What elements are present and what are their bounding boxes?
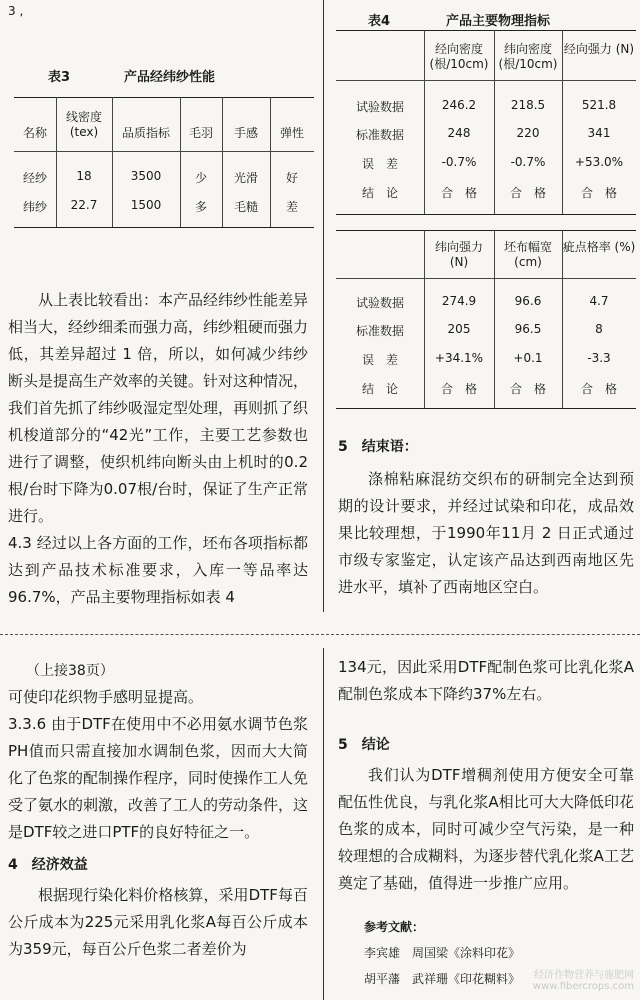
- table4-cell: +0.1: [513, 351, 543, 365]
- table3-cell: 纬纱: [22, 200, 47, 214]
- watermark: [500, 966, 634, 992]
- page-mark: 3 ,: [8, 4, 24, 18]
- table3-cell: 光滑: [233, 171, 258, 185]
- table4-header: 纬向密度 (根/10cm): [498, 42, 558, 71]
- table4-cell: 合 格: [509, 382, 546, 396]
- table4-header: 经向强力 (N): [563, 42, 635, 56]
- table3-cell: 1500: [130, 198, 162, 212]
- table3-cell: 3500: [130, 169, 162, 183]
- table3-header-hairiness: 毛羽: [188, 126, 213, 140]
- table4-row-label: 结 论: [361, 382, 398, 396]
- section4-heading: 4 经济效益: [8, 857, 88, 873]
- table3-cell: 毛糙: [233, 200, 258, 214]
- table3-cell: 多: [194, 200, 207, 214]
- table4-number: 表4: [368, 14, 391, 29]
- section4-body: 根据现行染化料价格核算，采用DTF每百公斤成本为225元采用乳化浆A每百公斤成本为359元，每百公斤色浆二者差价为: [8, 886, 308, 958]
- page-section-divider: [0, 634, 640, 635]
- table4-cell: -0.7%: [510, 155, 546, 169]
- table3-header-quality: 品质指标: [121, 126, 170, 140]
- table3-header-elasticity: 弹性: [279, 126, 304, 140]
- table4-cell: 4.7: [589, 294, 609, 308]
- table4-cell: 8: [595, 322, 603, 336]
- references-heading: 参考文献：: [364, 920, 425, 934]
- reference-item: 胡平藩 武祥珊《印花糊料》: [364, 972, 521, 986]
- table3-header-handfeel: 手感: [233, 126, 258, 140]
- table4-row-label: 误 差: [361, 157, 398, 171]
- table4-cell: 246.2: [441, 98, 477, 112]
- table4-cell: +34.1%: [434, 351, 484, 365]
- table4-row-label: 误 差: [361, 353, 398, 367]
- section5-heading: 5 结束语：: [338, 439, 418, 455]
- table4-cell: -3.3: [587, 351, 611, 365]
- table4-cell: 96.6: [514, 294, 542, 308]
- section5-body: 涤棉粘麻混纺交织布的研制完全达到预期的设计要求，并经过试染和印花，成品效果比较理想，于1990年11月 2 日正式通过市级专家鉴定，认定该产品达到西南地区先进水平，填补了西南地区空白。: [338, 470, 634, 596]
- table3-number: 表3: [48, 70, 71, 85]
- table3-cell: 18: [76, 169, 92, 183]
- table4-cell: 274.9: [441, 294, 477, 308]
- table3-cell: 好: [285, 171, 298, 185]
- table4-cell: 220: [516, 126, 540, 140]
- table4-row-label: 标准数据: [355, 128, 404, 142]
- table4-header: 经向密度 (根/10cm): [429, 42, 489, 71]
- table4-cell: 218.5: [510, 98, 546, 112]
- table4-cell: 合 格: [440, 382, 477, 396]
- table4-cell: 96.5: [514, 322, 542, 336]
- table4-cell: 521.8: [581, 98, 617, 112]
- watermark-line2: www.fibercrops.com: [532, 981, 634, 992]
- table3-cell: 少: [194, 171, 207, 185]
- table4-cell: 248: [447, 126, 471, 140]
- continued-from: （上接38页）: [26, 663, 114, 679]
- watermark-line1: 经济作物营养与施肥网: [534, 970, 634, 981]
- upper-left-paragraph: 从上表比较看出：本产品经纬纱性能差异相当大，经纱细柔而强力高，纬纱粗硬而强力低，其差异超过 1 倍，所以，如何减少纬纱断头是提高生产效率的关键。针对这种情况，我们首先抓了纬纱吸湿定型处理，再则抓了织机梭道部分的“42光”工作，主要工艺参数也进行了调整，使织机纬向断头由上机时的0.2根/台时下降为0.07根/台时，保证了生产正常进行。: [8, 291, 309, 525]
- table4-cell: 341: [587, 126, 611, 140]
- table4-cell: +53.0%: [574, 155, 624, 169]
- upper-left-paragraph-4-3: 4.3 经过以上各方面的工作，坯布各项指标都达到产品技术标准要求，入库一等品率达96.7%，产品主要物理指标如表 4: [8, 534, 308, 606]
- table4-title: 产品主要物理指标: [446, 14, 551, 29]
- table4-header: 疵点格率 (%): [562, 240, 636, 254]
- table3-cell: 22.7: [70, 198, 98, 212]
- table3-header-density: 线密度 (tex): [65, 110, 102, 139]
- paragraph-3-3-6: 3.3.6 由于DTF在使用中不必用氨水调节色浆PH值而只需直接加水调制色浆，因而大大简化了色浆的配制操作程序，同时使操作工人免受了氨水的刺激，改善了工人的劳动条件，这是DTF较之进口PTF的良好特征之一。: [8, 715, 309, 841]
- table4-header: 纬向强力 (N): [434, 240, 483, 269]
- lower-right-continued-paragraph: 134元，因此采用DTF配制色浆可比乳化浆A配制色浆成本下降约37%左右。: [338, 658, 634, 703]
- table4-row-label: 试验数据: [355, 100, 404, 114]
- table4-header: 坯布幅宽 (cm): [503, 240, 552, 269]
- reference-item: 李宾雄 周国梁《涂料印花》: [364, 946, 521, 960]
- table3-cell: 经纱: [22, 171, 47, 185]
- table4-row-label: 试验数据: [355, 296, 404, 310]
- table4-cell: 合 格: [580, 382, 617, 396]
- table4-row-label: 标准数据: [355, 324, 404, 338]
- table4-cell: 205: [447, 322, 471, 336]
- table4-row-label: 结 论: [361, 186, 398, 200]
- table4-cell: -0.7%: [441, 155, 477, 169]
- conclusion-body: 我们认为DTF增稠剂使用方便安全可靠配伍性优良，与乳化浆A相比可大大降低印花色浆的成本，同时可减少空气污染，是一种较理想的合成糊料，为逐步替代乳化浆A工艺奠定了基础，值得进一步推广应用。: [338, 766, 634, 892]
- table4-cell: 合 格: [580, 186, 617, 200]
- table3-cell: 差: [285, 200, 298, 214]
- table4-cell: 合 格: [440, 186, 477, 200]
- table4-cell: 合 格: [509, 186, 546, 200]
- conclusion-heading: 5 结论: [338, 737, 390, 753]
- table3-header-name: 名称: [22, 126, 47, 140]
- table3-title: 产品经纬纱性能: [124, 70, 216, 85]
- lower-left-line1: 可使印花织物手感明显提高。: [8, 688, 204, 706]
